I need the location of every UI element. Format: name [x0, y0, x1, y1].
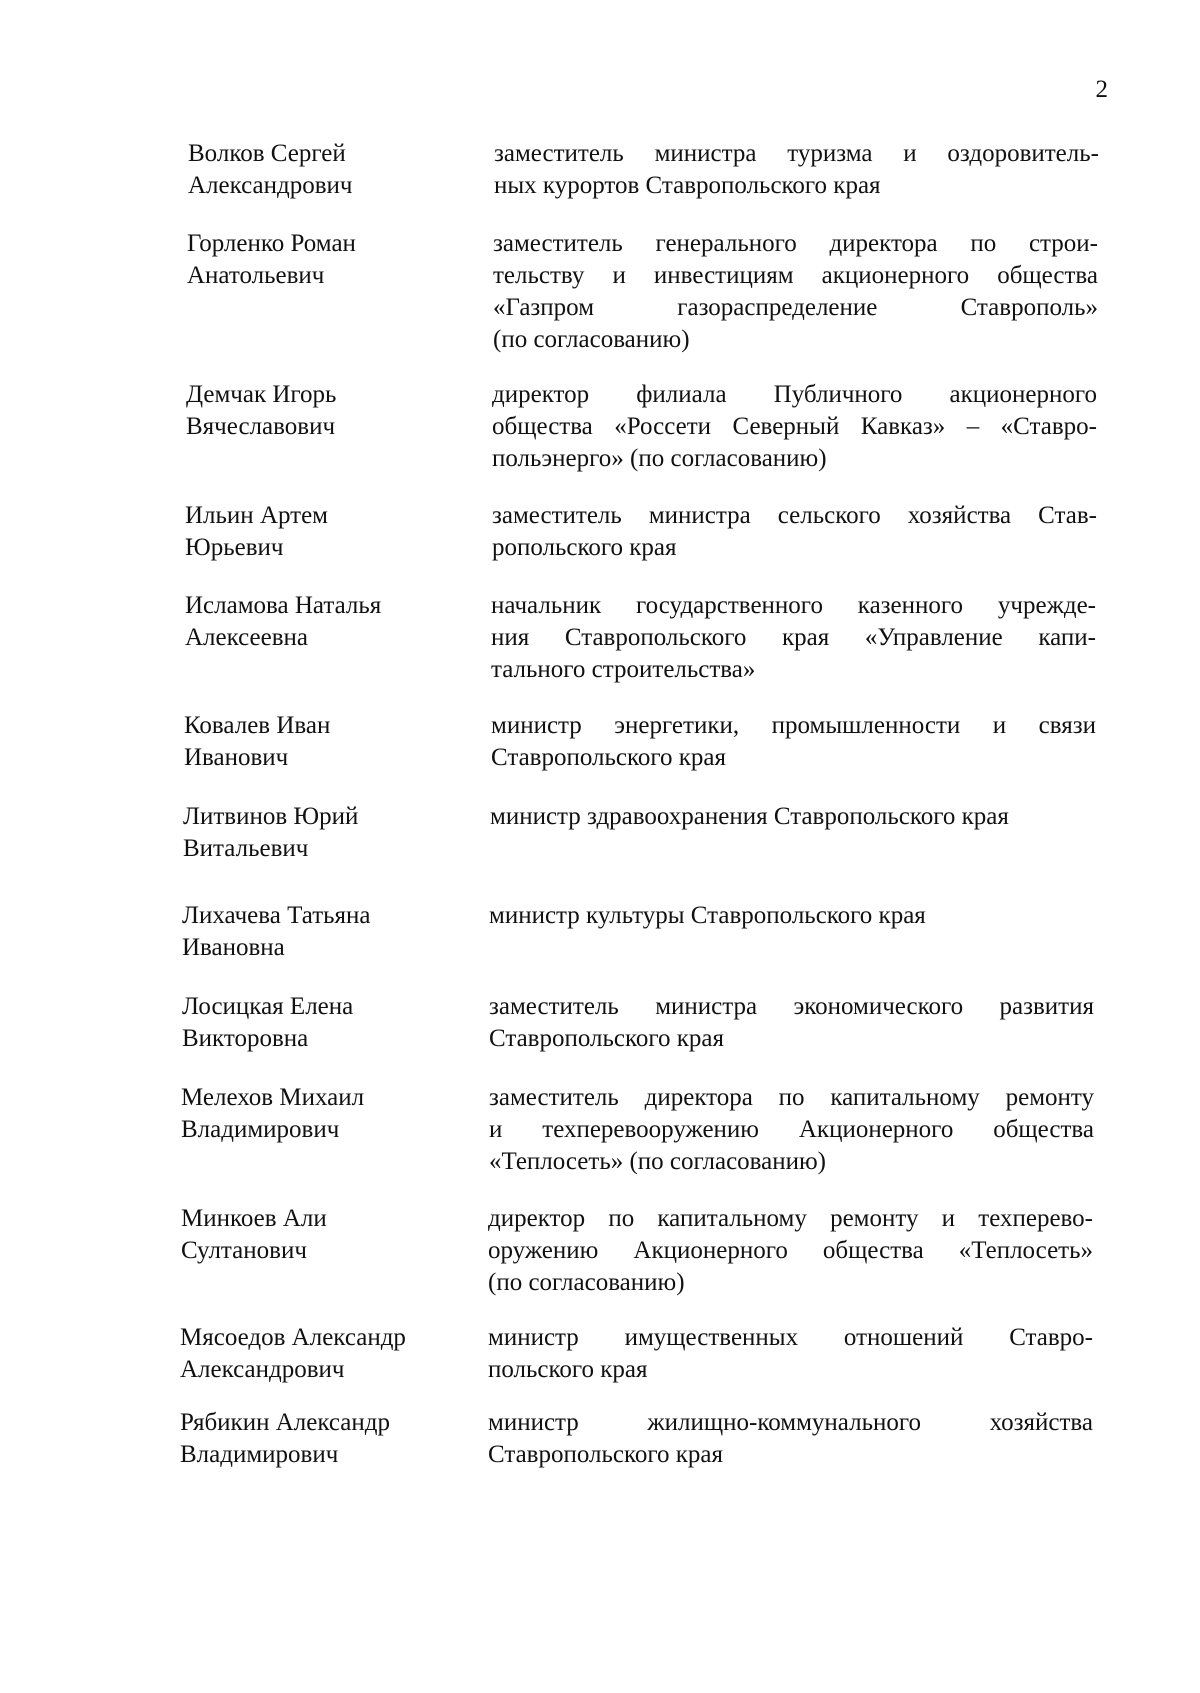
- member-position-line: и техперевооружению Акционерного общества: [489, 1116, 1094, 1143]
- member-position: [488, 1203, 1093, 1299]
- member-name-line: Исламова Наталья: [185, 592, 382, 619]
- member-name-line: Мясоедов Александр: [180, 1324, 406, 1351]
- member-name-line: Алексеевна: [185, 624, 309, 651]
- member-name-line: Ивановна: [182, 934, 285, 961]
- member-position: [494, 138, 1099, 202]
- member-position: [491, 710, 1096, 774]
- member-name: [181, 1082, 471, 1146]
- member-position: [488, 1407, 1093, 1471]
- member-position-line: (по согласованию): [493, 326, 690, 353]
- member-position-line: оружению Акционерного общества «Теплосеть»: [488, 1237, 1093, 1264]
- member-position-line: заместитель министра экономического развития: [489, 993, 1094, 1020]
- member-name-line: Мелехов Михаил: [181, 1084, 365, 1111]
- member-name: [182, 991, 472, 1055]
- member-name: [180, 1322, 470, 1386]
- member-name-line: Владимирович: [181, 1116, 340, 1143]
- member-position-line: польэнерго» (по согласованию): [492, 445, 827, 472]
- member-name-line: Вячеславович: [186, 413, 336, 440]
- member-position: [488, 1322, 1093, 1386]
- member-position-line: заместитель министра сельского хозяйства Став-: [492, 502, 1097, 529]
- member-name-line: Лихачева Татьяна: [182, 902, 371, 929]
- member-position-line: «Газпром газораспределение Ставрополь»: [493, 294, 1098, 321]
- member-name-line: Горленко Роман: [187, 230, 356, 257]
- member-name-line: Волков Сергей: [188, 140, 346, 167]
- member-position-line: заместитель генерального директора по строи-: [493, 230, 1098, 257]
- member-name-line: Демчак Игорь: [186, 381, 337, 408]
- member-name-line: Лосицкая Елена: [182, 993, 354, 1020]
- member-name: [181, 1203, 471, 1267]
- member-position-line: директор филиала Публичного акционерного: [492, 381, 1097, 408]
- member-position-line: ных курортов Ставропольского края: [494, 172, 881, 199]
- member-position-line: министр жилищно-коммунального хозяйства: [488, 1409, 1093, 1436]
- member-position-line: заместитель директора по капитальному ремонту: [489, 1084, 1094, 1111]
- member-name-line: Анатольевич: [187, 262, 325, 289]
- member-position-line: министр имущественных отношений Ставро-: [488, 1324, 1093, 1351]
- member-position-line: Ставропольского края: [488, 1441, 723, 1468]
- member-name-line: Владимирович: [180, 1441, 339, 1468]
- member-position-line: ния Ставропольского края «Управление капи-: [491, 624, 1096, 651]
- member-name: [184, 710, 474, 774]
- page-number: 2: [1095, 76, 1108, 103]
- member-position: [493, 228, 1098, 356]
- member-position: [489, 900, 1094, 932]
- member-position-line: директор по капитальному ремонту и техперево-: [488, 1205, 1093, 1232]
- member-name-line: Ильин Артем: [185, 502, 329, 529]
- member-name-line: Ковалев Иван: [184, 712, 331, 739]
- member-position: [492, 379, 1097, 475]
- member-name-line: Юрьевич: [185, 534, 284, 561]
- member-position-line: польского края: [488, 1356, 648, 1383]
- member-name-line: Минкоев Али: [181, 1205, 327, 1232]
- member-position: [489, 991, 1094, 1055]
- member-position-line: министр энергетики, промышленности и связи: [491, 712, 1096, 739]
- member-name: [185, 590, 475, 654]
- member-position: [491, 590, 1096, 686]
- member-position-line: министр здравоохранения Ставропольского края: [490, 803, 1009, 830]
- member-position-line: «Теплосеть» (по согласованию): [489, 1148, 826, 1175]
- member-position-line: министр культуры Ставропольского края: [489, 902, 926, 929]
- member-name-line: Иванович: [184, 744, 289, 771]
- member-name-line: Литвинов Юрий: [183, 803, 359, 830]
- member-position-line: ропольского края: [492, 534, 677, 561]
- member-position-line: тельству и инвестициям акционерного общества: [493, 262, 1098, 289]
- member-name: [187, 228, 477, 292]
- member-name-line: Султанович: [181, 1237, 307, 1264]
- member-name-line: Александрович: [188, 172, 353, 199]
- member-name: [183, 801, 473, 865]
- member-position: [490, 801, 1095, 833]
- member-position: [489, 1082, 1094, 1178]
- member-name-line: Викторовна: [182, 1025, 309, 1052]
- member-name: [188, 138, 478, 202]
- member-name-line: Рябикин Александр: [180, 1409, 390, 1436]
- member-position-line: тального строительства»: [491, 656, 756, 683]
- member-position-line: Ставропольского края: [491, 744, 726, 771]
- member-name: [185, 500, 475, 564]
- member-name-line: Витальевич: [183, 835, 309, 862]
- member-name: [180, 1407, 470, 1471]
- member-position-line: общества «Россети Северный Кавказ» – «Ставро-: [492, 413, 1097, 440]
- member-position-line: Ставропольского края: [489, 1025, 724, 1052]
- member-position-line: заместитель министра туризма и оздоровитель-: [494, 140, 1099, 167]
- member-position-line: начальник государственного казенного учрежде-: [491, 592, 1096, 619]
- member-name: [186, 379, 476, 443]
- member-name-line: Александрович: [180, 1356, 345, 1383]
- member-name: [182, 900, 472, 964]
- member-position: [492, 500, 1097, 564]
- member-position-line: (по согласованию): [488, 1269, 685, 1296]
